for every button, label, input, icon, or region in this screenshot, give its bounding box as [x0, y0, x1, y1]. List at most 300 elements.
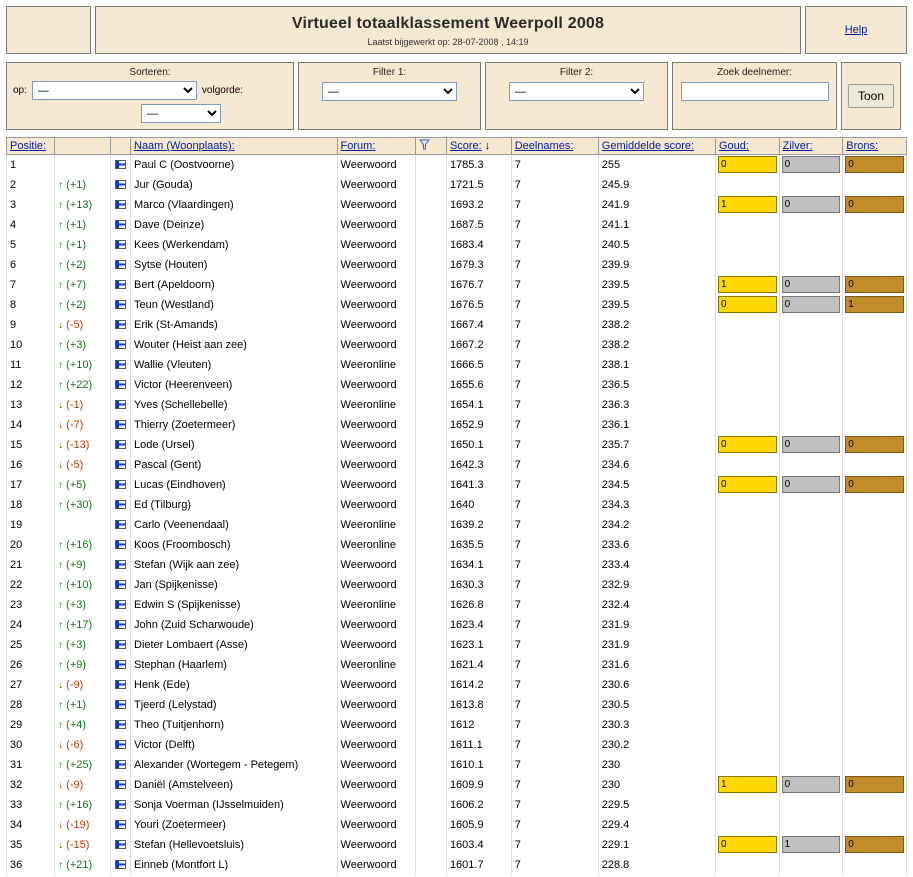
cell-naam: Koos (Froombosch): [131, 535, 338, 555]
col-goud[interactable]: [715, 138, 779, 155]
brons-badge: 1: [845, 296, 904, 313]
cell-score: 1693.2: [446, 195, 511, 215]
help-link[interactable]: Help: [844, 24, 868, 36]
filter2-select[interactable]: [509, 82, 644, 101]
cell-naam: Sytse (Houten): [131, 255, 338, 275]
cell-spacer: [415, 435, 446, 455]
col-goud-link[interactable]: Goud:: [718, 140, 749, 152]
cell-forum: Weerwoord: [337, 855, 415, 875]
cell-brons: [843, 655, 907, 675]
col-zilver-link[interactable]: Zilver:: [782, 140, 813, 152]
arrow-down-icon: ↓: [58, 779, 64, 791]
cell-zilver: [779, 315, 843, 335]
cell-deelnames: 7: [511, 815, 598, 835]
search-title: Zoek deelnemer:: [716, 67, 793, 78]
cell-gemiddelde: 240.5: [598, 235, 715, 255]
cell-zilver: [779, 235, 843, 255]
flag-icon: [115, 200, 126, 209]
table-row: [7, 515, 907, 535]
cell-zilver: [779, 215, 843, 235]
cell-zilver: [779, 195, 843, 215]
cell-forum: Weerwoord: [337, 315, 415, 335]
cell-gemiddelde: 234.3: [598, 495, 715, 515]
cell-brons: [843, 295, 907, 315]
cell-gemiddelde: 231.9: [598, 615, 715, 635]
cell-deelnames: 7: [511, 655, 598, 675]
cell-rank-change: [55, 835, 111, 855]
cell-deelnames: 7: [511, 795, 598, 815]
cell-rank-change: [55, 375, 111, 395]
cell-gemiddelde: 230: [598, 755, 715, 775]
cell-deelnames: 7: [511, 175, 598, 195]
cell-rank-change: [55, 255, 111, 275]
cell-rank-change: [55, 855, 111, 875]
col-gemiddelde-link[interactable]: Gemiddelde score:: [601, 140, 695, 152]
flag-icon: [115, 800, 126, 809]
cell-flag: [110, 435, 130, 455]
rank-change-value: (+30): [63, 498, 93, 511]
cell-forum: Weeronline: [337, 355, 415, 375]
goud-badge: 0: [718, 296, 777, 313]
cell-rank-change: [55, 355, 111, 375]
cell-gemiddelde: 241.9: [598, 195, 715, 215]
arrow-up-icon: ↑: [58, 479, 64, 491]
flag-icon: [115, 240, 126, 249]
arrow-down-icon: ↓: [58, 739, 64, 751]
cell-naam: Theo (Tuitjenhorn): [131, 715, 338, 735]
cell-flag: [110, 495, 130, 515]
arrow-down-icon: ↓: [58, 459, 64, 471]
cell-deelnames: 7: [511, 775, 598, 795]
score-sort-indicator: ↓: [484, 140, 491, 152]
last-updated-text: Laatst bijgewerkt op: 28-07-2008 , 14:19: [367, 37, 529, 47]
cell-naam: Stefan (Wijk aan zee): [131, 555, 338, 575]
cell-naam: Victor (Delft): [131, 735, 338, 755]
arrow-up-icon: ↑: [58, 179, 64, 191]
arrow-up-icon: ↑: [58, 859, 64, 871]
rank-change-value: (+1): [63, 218, 87, 231]
cell-score: 1683.4: [446, 235, 511, 255]
col-score-link[interactable]: Score:: [449, 140, 482, 152]
cell-flag: [110, 755, 130, 775]
col-positie[interactable]: [7, 138, 55, 155]
cell-naam: Daniël (Amstelveen): [131, 775, 338, 795]
cell-zilver: [779, 675, 843, 695]
rank-change-value: (-9): [63, 778, 84, 791]
cell-score: 1626.8: [446, 595, 511, 615]
cell-naam: Dave (Deinze): [131, 215, 338, 235]
cell-spacer: [415, 375, 446, 395]
cell-gemiddelde: 236.3: [598, 395, 715, 415]
cell-goud: [715, 475, 779, 495]
arrow-up-icon: ↑: [58, 379, 64, 391]
cell-deelnames: 7: [511, 415, 598, 435]
table-row: [7, 175, 907, 195]
table-row: [7, 435, 907, 455]
cell-positie: 34: [7, 815, 55, 835]
table-row: [7, 315, 907, 335]
arrow-up-icon: ↑: [58, 639, 64, 651]
cell-positie: 16: [7, 455, 55, 475]
table-row: [7, 195, 907, 215]
cell-brons: [843, 415, 907, 435]
cell-goud: [715, 215, 779, 235]
cell-positie: 7: [7, 275, 55, 295]
table-row: [7, 675, 907, 695]
cell-zilver: [779, 295, 843, 315]
zilver-badge: 1: [782, 836, 841, 853]
cell-rank-change: [55, 175, 111, 195]
sort-panel-title: Sorteren:: [129, 67, 171, 78]
flag-icon: [115, 440, 126, 449]
brons-badge: 0: [845, 836, 904, 853]
cell-flag: [110, 175, 130, 195]
cell-zilver: [779, 475, 843, 495]
cell-spacer: [415, 695, 446, 715]
cell-rank-change: [55, 275, 111, 295]
cell-zilver: [779, 275, 843, 295]
col-naam-link[interactable]: Naam (Woonplaats):: [134, 140, 235, 152]
cell-flag: [110, 375, 130, 395]
table-row: [7, 275, 907, 295]
cell-score: 1642.3: [446, 455, 511, 475]
cell-zilver: [779, 735, 843, 755]
cell-gemiddelde: 232.9: [598, 575, 715, 595]
cell-brons: [843, 595, 907, 615]
cell-naam: Stephan (Haarlem): [131, 655, 338, 675]
cell-forum: Weerwoord: [337, 735, 415, 755]
cell-forum: Weeronline: [337, 395, 415, 415]
cell-brons: [843, 615, 907, 635]
cell-gemiddelde: 230.3: [598, 715, 715, 735]
cell-score: 1641.3: [446, 475, 511, 495]
cell-brons: [843, 775, 907, 795]
cell-score: 1610.1: [446, 755, 511, 775]
flag-icon: [115, 620, 126, 629]
cell-rank-change: [55, 775, 111, 795]
cell-forum: Weerwoord: [337, 335, 415, 355]
cell-forum: Weerwoord: [337, 755, 415, 775]
rank-change-value: (-9): [63, 678, 84, 691]
cell-brons: [843, 695, 907, 715]
cell-naam: Pascal (Gent): [131, 455, 338, 475]
flag-icon: [115, 700, 126, 709]
rank-change-value: (+1): [63, 178, 87, 191]
rank-change-value: (-1): [63, 398, 84, 411]
cell-score: 1650.1: [446, 435, 511, 455]
col-naam[interactable]: [131, 138, 338, 155]
rank-change-value: (+2): [63, 258, 87, 271]
cell-forum: Weerwoord: [337, 495, 415, 515]
zilver-badge: 0: [782, 296, 841, 313]
arrow-up-icon: ↑: [58, 299, 64, 311]
filter2-panel: [485, 62, 668, 130]
cell-spacer: [415, 275, 446, 295]
cell-score: 1640: [446, 495, 511, 515]
cell-forum: Weerwoord: [337, 575, 415, 595]
cell-deelnames: 7: [511, 855, 598, 875]
sort-op-label: op:: [13, 85, 27, 96]
cell-positie: 6: [7, 255, 55, 275]
cell-goud: [715, 535, 779, 555]
cell-positie: 13: [7, 395, 55, 415]
arrow-up-icon: ↑: [58, 539, 64, 551]
col-brons-link[interactable]: Brons:: [846, 140, 879, 152]
cell-deelnames: 7: [511, 275, 598, 295]
flag-icon: [115, 340, 126, 349]
cell-brons: [843, 375, 907, 395]
cell-forum: Weeronline: [337, 655, 415, 675]
cell-zilver: [779, 255, 843, 275]
cell-spacer: [415, 655, 446, 675]
cell-flag: [110, 335, 130, 355]
show-button[interactable]: Toon: [848, 84, 894, 108]
cell-goud: [715, 175, 779, 195]
search-input[interactable]: [681, 82, 829, 101]
col-positie-link[interactable]: Positie:: [10, 140, 47, 152]
goud-badge: 0: [718, 156, 777, 173]
col-score[interactable]: [446, 138, 511, 155]
table-row: [7, 395, 907, 415]
sort-panel: [6, 62, 294, 130]
rank-change-value: (+17): [63, 618, 93, 631]
cell-gemiddelde: 232.4: [598, 595, 715, 615]
cell-forum: Weerwoord: [337, 475, 415, 495]
table-row: [7, 795, 907, 815]
cell-deelnames: 7: [511, 195, 598, 215]
cell-deelnames: 7: [511, 295, 598, 315]
cell-forum: Weerwoord: [337, 215, 415, 235]
cell-flag: [110, 635, 130, 655]
cell-forum: Weerwoord: [337, 815, 415, 835]
search-panel: [672, 62, 837, 130]
cell-deelnames: 7: [511, 715, 598, 735]
cell-zilver: [779, 775, 843, 795]
cell-zilver: [779, 615, 843, 635]
flag-icon: [115, 540, 126, 549]
cell-flag: [110, 675, 130, 695]
cell-positie: 12: [7, 375, 55, 395]
col-flag: [110, 138, 130, 155]
table-row: [7, 835, 907, 855]
table-row: [7, 455, 907, 475]
table-header-row: [7, 138, 907, 155]
sort-order-select[interactable]: [141, 104, 221, 123]
col-brons[interactable]: [843, 138, 907, 155]
cell-score: 1613.8: [446, 695, 511, 715]
flag-icon: [115, 280, 126, 289]
cell-deelnames: 7: [511, 695, 598, 715]
cell-rank-change: [55, 635, 111, 655]
table-row: [7, 595, 907, 615]
cell-naam: Edwin S (Spijkenisse): [131, 595, 338, 615]
cell-gemiddelde: 230.6: [598, 675, 715, 695]
cell-spacer: [415, 455, 446, 475]
cell-zilver: [779, 175, 843, 195]
cell-naam: Henk (Ede): [131, 675, 338, 695]
cell-deelnames: 7: [511, 455, 598, 475]
cell-goud: [715, 655, 779, 675]
cell-flag: [110, 815, 130, 835]
cell-gemiddelde: 230.2: [598, 735, 715, 755]
cell-gemiddelde: 231.6: [598, 655, 715, 675]
cell-brons: [843, 195, 907, 215]
arrow-down-icon: ↓: [58, 419, 64, 431]
cell-gemiddelde: 236.1: [598, 415, 715, 435]
goud-badge: 1: [718, 776, 777, 793]
arrow-up-icon: ↑: [58, 699, 64, 711]
col-deelnames-link[interactable]: Deelnames:: [514, 140, 574, 152]
rank-change-value: (+25): [63, 758, 93, 771]
cell-spacer: [415, 675, 446, 695]
cell-forum: Weeronline: [337, 515, 415, 535]
cell-forum: Weerwoord: [337, 555, 415, 575]
cell-positie: 27: [7, 675, 55, 695]
cell-rank-change: [55, 155, 111, 175]
cell-flag: [110, 555, 130, 575]
flag-icon: [115, 160, 126, 169]
cell-zilver: [779, 555, 843, 575]
cell-spacer: [415, 715, 446, 735]
cell-gemiddelde: 239.5: [598, 275, 715, 295]
cell-deelnames: 7: [511, 575, 598, 595]
cell-score: 1623.4: [446, 615, 511, 635]
cell-flag: [110, 855, 130, 875]
cell-spacer: [415, 475, 446, 495]
cell-brons: [843, 335, 907, 355]
cell-positie: 17: [7, 475, 55, 495]
cell-goud: [715, 395, 779, 415]
cell-gemiddelde: 235.7: [598, 435, 715, 455]
cell-flag: [110, 155, 130, 175]
rank-change-value: (+1): [63, 238, 87, 251]
cell-deelnames: 7: [511, 675, 598, 695]
cell-naam: Sonja Voerman (IJsselmuiden): [131, 795, 338, 815]
cell-goud: [715, 815, 779, 835]
cell-score: 1630.3: [446, 575, 511, 595]
zilver-badge: 0: [782, 476, 841, 493]
cell-score: 1623.1: [446, 635, 511, 655]
cell-zilver: [779, 395, 843, 415]
cell-brons: [843, 155, 907, 175]
col-zilver[interactable]: [779, 138, 843, 155]
cell-spacer: [415, 835, 446, 855]
flag-icon: [115, 820, 126, 829]
sort-field-select[interactable]: [32, 81, 197, 100]
cell-goud: [715, 455, 779, 475]
goud-badge: 0: [718, 836, 777, 853]
standings-body: [7, 155, 907, 875]
cell-score: 1606.2: [446, 795, 511, 815]
cell-goud: [715, 575, 779, 595]
cell-positie: 35: [7, 835, 55, 855]
cell-deelnames: 7: [511, 755, 598, 775]
cell-brons: [843, 675, 907, 695]
cell-forum: Weerwoord: [337, 775, 415, 795]
cell-spacer: [415, 295, 446, 315]
cell-positie: 22: [7, 575, 55, 595]
table-row: [7, 575, 907, 595]
cell-spacer: [415, 175, 446, 195]
cell-deelnames: 7: [511, 835, 598, 855]
flag-icon: [115, 480, 126, 489]
cell-spacer: [415, 595, 446, 615]
table-row: [7, 715, 907, 735]
cell-positie: 19: [7, 515, 55, 535]
cell-flag: [110, 315, 130, 335]
cell-brons: [843, 355, 907, 375]
cell-naam: Teun (Westland): [131, 295, 338, 315]
cell-forum: Weerwoord: [337, 435, 415, 455]
col-forum[interactable]: [337, 138, 415, 155]
cell-brons: [843, 495, 907, 515]
goud-badge: 1: [718, 276, 777, 293]
cell-gemiddelde: 255: [598, 155, 715, 175]
cell-spacer: [415, 395, 446, 415]
cell-brons: [843, 715, 907, 735]
cell-gemiddelde: 239.9: [598, 255, 715, 275]
col-deelnames[interactable]: [511, 138, 598, 155]
table-row: [7, 375, 907, 395]
cell-goud: [715, 495, 779, 515]
cell-zilver: [779, 715, 843, 735]
cell-gemiddelde: 233.4: [598, 555, 715, 575]
cell-goud: [715, 355, 779, 375]
cell-rank-change: [55, 335, 111, 355]
cell-rank-change: [55, 395, 111, 415]
table-row: [7, 355, 907, 375]
flag-icon: [115, 360, 126, 369]
col-forum-link[interactable]: Forum:: [340, 140, 376, 152]
cell-spacer: [415, 155, 446, 175]
cell-goud: [715, 315, 779, 335]
arrow-up-icon: ↑: [58, 199, 64, 211]
filter1-select[interactable]: [322, 82, 457, 101]
col-gemiddelde[interactable]: [598, 138, 715, 155]
cell-deelnames: 7: [511, 555, 598, 575]
rank-change-value: (+3): [63, 338, 87, 351]
cell-rank-change: [55, 755, 111, 775]
cell-naam: Carlo (Veenendaal): [131, 515, 338, 535]
cell-deelnames: 7: [511, 335, 598, 355]
rank-change-value: (+4): [63, 718, 87, 731]
cell-forum: Weerwoord: [337, 175, 415, 195]
cell-flag: [110, 355, 130, 375]
cell-deelnames: 7: [511, 475, 598, 495]
cell-goud: [715, 235, 779, 255]
cell-score: 1605.9: [446, 815, 511, 835]
cell-naam: Jan (Spijkenisse): [131, 575, 338, 595]
cell-spacer: [415, 775, 446, 795]
cell-naam: Lucas (Eindhoven): [131, 475, 338, 495]
filter-funnel-icon[interactable]: [415, 138, 446, 155]
flag-icon: [115, 640, 126, 649]
flag-icon: [115, 380, 126, 389]
rank-change-value: (-19): [63, 818, 90, 831]
arrow-up-icon: ↑: [58, 219, 64, 231]
cell-deelnames: 7: [511, 735, 598, 755]
table-row: [7, 535, 907, 555]
cell-positie: 26: [7, 655, 55, 675]
flag-icon: [115, 180, 126, 189]
cell-zilver: [779, 535, 843, 555]
cell-brons: [843, 235, 907, 255]
flag-icon: [115, 400, 126, 409]
cell-zilver: [779, 455, 843, 475]
flag-icon: [115, 780, 126, 789]
cell-zilver: [779, 375, 843, 395]
rank-change-value: (-5): [63, 318, 84, 331]
